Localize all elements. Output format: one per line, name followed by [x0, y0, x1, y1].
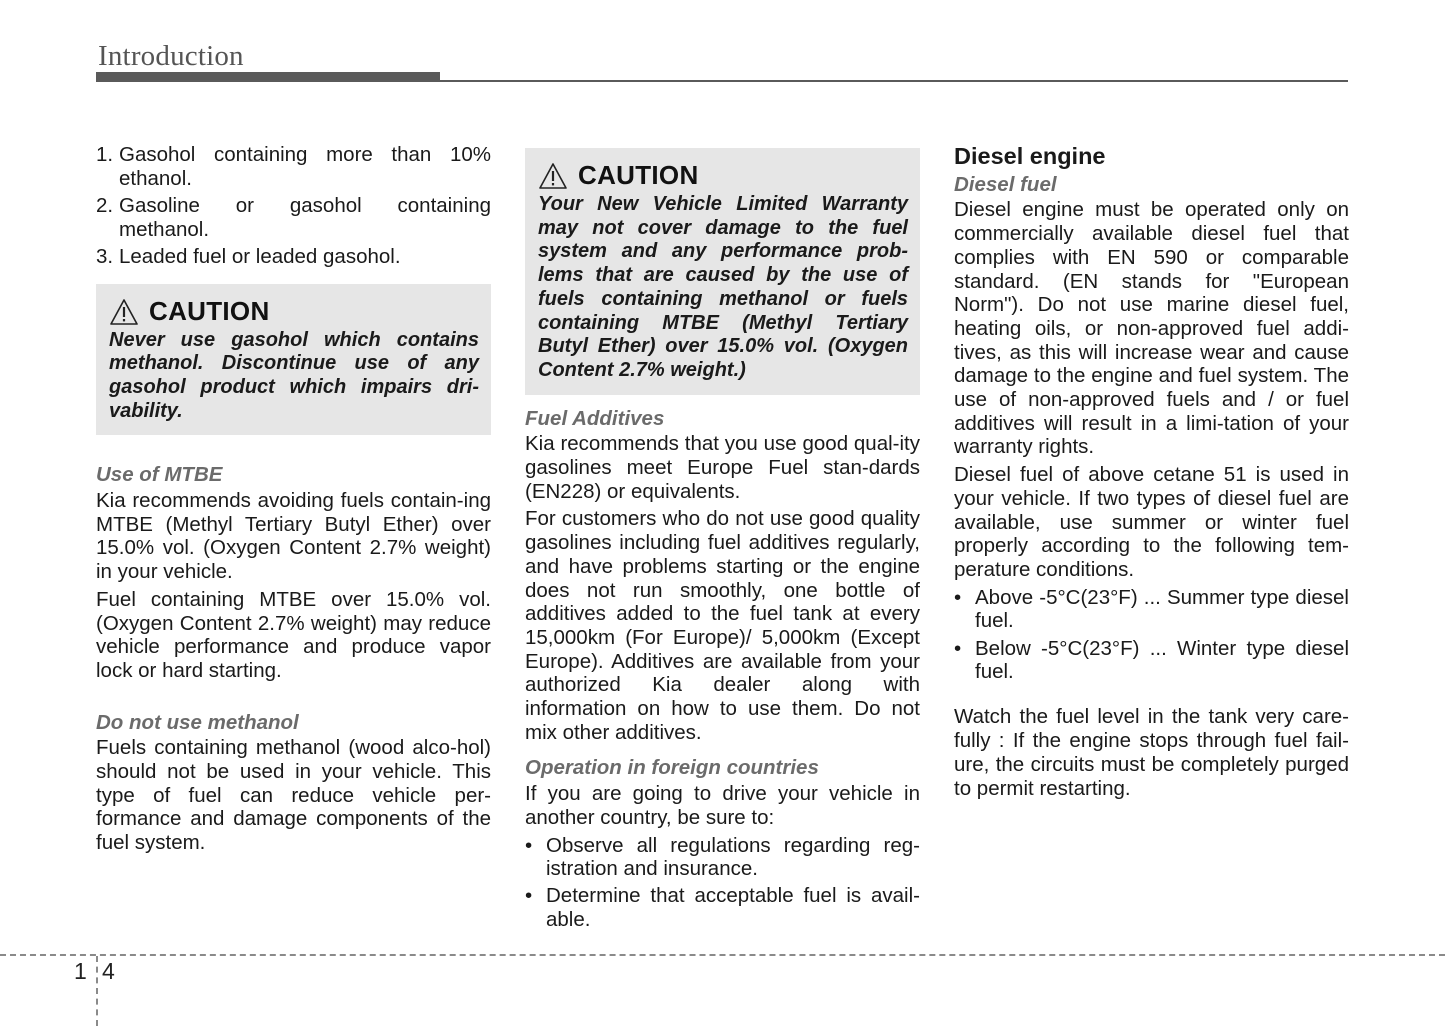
- caution-box-methanol: [96, 284, 491, 436]
- caution-title: CAUTION: [149, 295, 270, 326]
- section-title-diesel-engine: Diesel engine: [954, 143, 1106, 169]
- footer-dashed-rule: [0, 954, 1445, 956]
- list-text: Gasoline or gasohol containing methanol.: [119, 193, 491, 241]
- list-number: 2.: [96, 193, 114, 217]
- bullet-item: [525, 884, 920, 931]
- bullet-text: Above -5°C(23°F) ... Summer type diesel fuel.: [975, 585, 1349, 633]
- paragraph: Kia recommends that you use good qual-ity gasolines meet Europe Fuel stan-dards (EN228) or equivalents.: [525, 432, 920, 503]
- subheading-methanol: Do not use methanol: [96, 710, 299, 734]
- paragraph: Watch the fuel level in the tank very care-fully : If the engine stops through fuel fail-ure, the circuits must be completely purged to permit restarting.: [954, 705, 1349, 800]
- caution-header: [109, 295, 479, 329]
- bullet-text: Observe all regulations regarding reg-istration and insurance.: [546, 833, 920, 881]
- bullet-mark: •: [954, 636, 962, 660]
- chapter-number: 1: [74, 958, 87, 984]
- paragraph: For customers who do not use good quality gasolines including fuel additives regularly, and have problems starting or the engine does not run smoothly, one bottle of additives added to the fuel tank at every 15,000km (For Europe)/ 5,000km (Except Europe). Additives are available from your authorized Kia dealer along with information on how to use them. Do not mix other additives.: [525, 507, 920, 744]
- column-right: [954, 143, 1349, 804]
- caution-header: [538, 159, 908, 193]
- caution-box-warranty: [525, 148, 920, 395]
- list-number: 3.: [96, 244, 114, 268]
- paragraph: Diesel engine must be operated only on commercially available diesel fuel that complies with EN 590 or comparable standard. (EN stands for "European Norm"). Do not use marine diesel fuel, heating oils, or non-approved fuel addi-tives, as this will increase wear and cause damage to the engine and fuel system. The use of non-approved fuels and / or fuel additives will result in a limi-tation of your warranty rights.: [954, 198, 1349, 459]
- page-header-title: Introduction: [98, 40, 244, 72]
- page-number: 4: [102, 958, 115, 984]
- list-item: [96, 194, 491, 241]
- subheading-foreign-countries: Operation in foreign countries: [525, 756, 819, 780]
- column-left: [96, 143, 491, 859]
- bullet-mark: •: [525, 833, 533, 857]
- subheading-fuel-additives: Fuel Additives: [525, 406, 665, 430]
- bullet-text: Below -5°C(23°F) ... Winter type diesel fuel.: [975, 636, 1349, 684]
- list-item: [96, 245, 491, 269]
- paragraph: If you are going to drive your vehicle in another country, be sure to:: [525, 782, 920, 829]
- bullet-item: [525, 834, 920, 881]
- list-number: 1.: [96, 143, 114, 166]
- paragraph: Fuels containing methanol (wood alco-hol) should not be used in your vehicle. This type of fuel can reduce vehicle per-formance and damage components of the fuel system.: [96, 736, 491, 855]
- footer-dashed-divider: [96, 956, 98, 1026]
- paragraph: Kia recommends avoiding fuels contain-ing MTBE (Methyl Tertiary Butyl Ether) over 15.0% vol. (Oxygen Content 2.7% weight) in your vehicle.: [96, 489, 491, 584]
- bullet-mark: •: [954, 585, 962, 609]
- bullet-item: [954, 637, 1349, 684]
- subheading-mtbe: Use of MTBE: [96, 463, 223, 487]
- warning-triangle-icon: [538, 162, 568, 190]
- list-text: Gasohol containing more than 10% ethanol.: [119, 143, 491, 190]
- warning-triangle-icon: [109, 298, 139, 326]
- list-text: Leaded fuel or leaded gasohol.: [119, 244, 401, 268]
- caution-text: Never use gasohol which contains methanol. Discontinue use of any gasohol product which impairs dri-vability.: [109, 328, 479, 422]
- spacer: [954, 687, 1349, 705]
- column-middle: [525, 148, 920, 935]
- bullet-item: [954, 586, 1349, 633]
- bullet-mark: •: [525, 884, 533, 908]
- header-rule-thin: [440, 80, 1348, 82]
- subheading-diesel-fuel: Diesel fuel: [954, 172, 1057, 196]
- caution-title: CAUTION: [578, 160, 699, 191]
- paragraph: Fuel containing MTBE over 15.0% vol. (Oxygen Content 2.7% weight) may reduce vehicle performance and produce vapor lock or hard starting.: [96, 587, 491, 682]
- caution-text: Your New Vehicle Limited Warranty may not cover damage to the fuel system and any performance prob-lems that are caused by the use of fuels containing methanol or fuels containing MTBE (Methyl Tertiary Butyl Ether) over 15.0% vol. (Oxygen Content 2.7% weight.): [538, 193, 908, 381]
- header-rule-thick: [96, 72, 440, 82]
- list-item: [96, 143, 491, 190]
- bullet-text: Determine that acceptable fuel is avail-able.: [546, 884, 920, 932]
- paragraph: Diesel fuel of above cetane 51 is used in your vehicle. If two types of diesel fuel are available, use summer or winter fuel properly according to the following tem-perature conditions.: [954, 463, 1349, 581]
